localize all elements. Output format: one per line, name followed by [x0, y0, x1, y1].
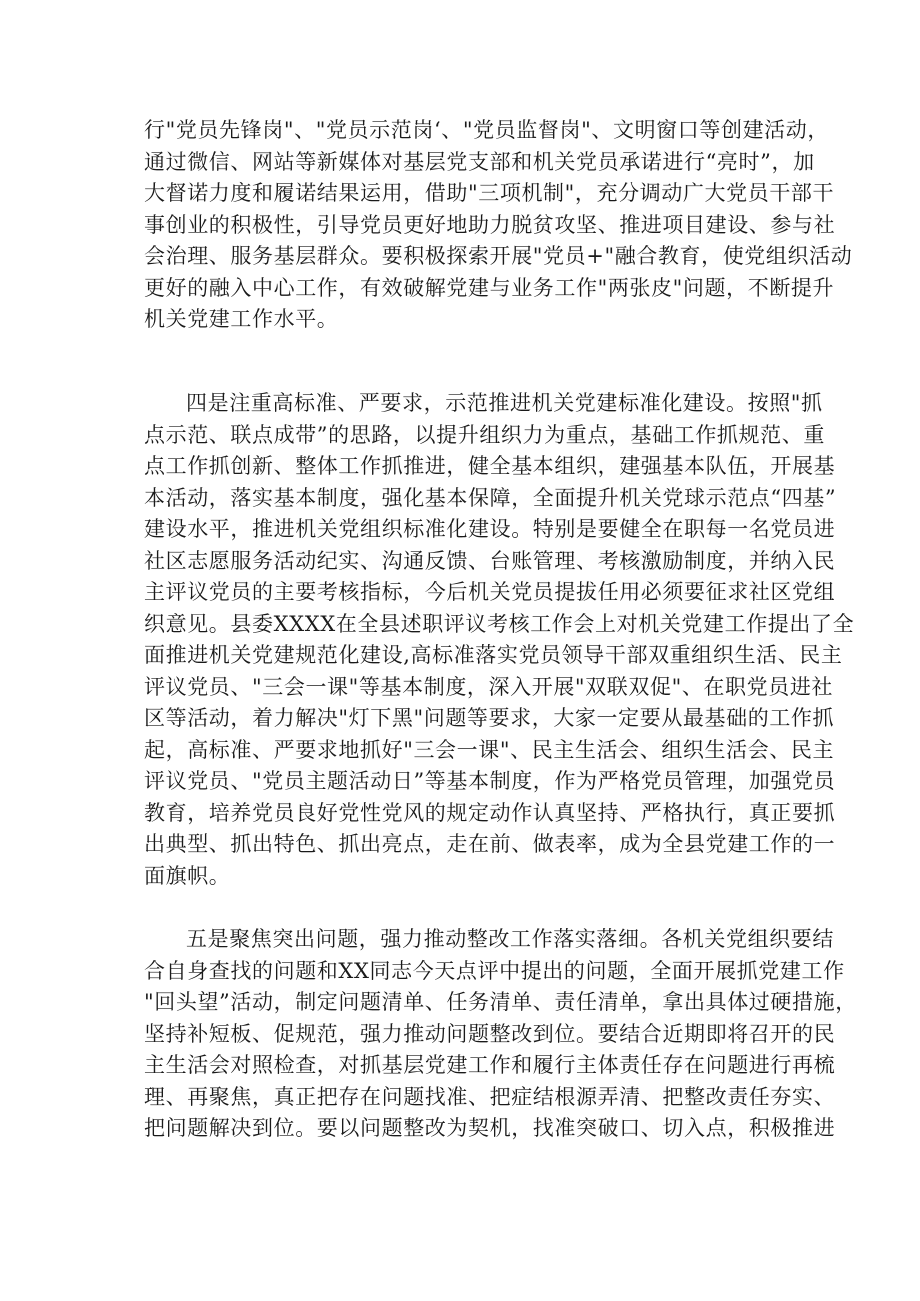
text-line: 五是聚焦突出问题，强力推动整改工作落实落细。各机关党组织要结 [186, 927, 834, 951]
text-line: 区等活动，着力解决"灯下黑"问题等要求，大家一定要从最基础的工作抓 [144, 706, 835, 730]
text-line: 把问题解决到位。要以问题整改为契机，找准突破口、切入点，积极推进 [144, 1116, 836, 1140]
text-line: 织意见。县委XXXX在全县述职评议考核工作会上对机关党建工作提出了全 [144, 611, 855, 636]
text-line: 大督诺力度和履诺结果运用，借助"三项机制"，充分调动广大党员干部干 [144, 181, 835, 205]
text-line: 合自身查找的问题和XX同志今天点评中提出的问题，全面开展抓党建工作 [144, 958, 845, 983]
text-line: 教育，培养党员良好党性党风的规定动作认真坚持、严格执行，真正要抓 [144, 800, 836, 825]
text-line: 出典型、抓出特色、抓出亮点，走在前、做表率，成为全县党建工作的一 [144, 832, 836, 856]
text-line: 点工作抓创新、整体工作抓推进，健全基本组织，建强基本队伍，开展基 [144, 454, 836, 478]
text-line: 四是注重高标准、严要求，示范推进机关党建标准化建设。按照"抓 [186, 391, 823, 415]
paragraph-1 [144, 115, 853, 336]
text-line: 坚持补短板、促规范，强力推动问题整改到位。要结合近期即将召开的民 [144, 1021, 836, 1046]
text-line: 社区志愿服务活动纪实、沟通反馈、台账管理、考核激励制度，并纳入民 [144, 548, 836, 573]
text-line: 理、再聚焦，真正把存在问题找准、把症结根源弄清、把整改责任夯实、 [144, 1084, 836, 1109]
text-line: 评议党员、"三会一课"等基本制度，深入开展"双联双促"、在职党员进社 [144, 674, 834, 699]
text-line: 主评议党员的主要考核指标，今后机关党员提拔任用必须要征求社区党组 [144, 580, 836, 604]
text-line: 更好的融入中心工作，有效破解党建与业务工作"两张皮"问题，不断提升 [144, 275, 835, 300]
text-line: 起，高标准、严要求地抓好"三会一课"、民主生活会、组织生活会、民主 [144, 737, 835, 762]
text-line: 建设水平，推进机关党组织标准化建设。特别是要健全在职每一名党员进 [144, 517, 836, 541]
paragraph-2 [144, 388, 855, 892]
text-line: 行"党员先锋岗"、"党员示范岗‘、"党员监督岗"、文明窗口等创建活动， [144, 118, 829, 142]
text-line: 会治理、服务基层群众。要积极探索开展"党员+"融合教育，使党组织活动 [144, 244, 853, 268]
text-line: 面推进机关党建规范化建设,高标准落实党员领导干部双重组织生活、民主 [144, 643, 843, 667]
text-line: 机关党建工作水平。 [144, 307, 339, 331]
text-line: 事创业的积极性，引导党员更好地助力脱贫攻坚、推进项目建设、参与社 [144, 212, 836, 237]
text-line: 面旗帜。 [144, 863, 231, 888]
text-line: 通过微信、网站等新媒体对基层党支部和机关党员承诺进行“亮时”，加 [144, 149, 815, 174]
text-line: 点示范、联点成带”的思路，以提升组织力为重点，基础工作抓规范、重 [144, 422, 825, 447]
paragraph-3 [144, 924, 857, 1145]
text-line: 评议党员、"党员主题活动日”等基本制度，作为严格党员管理，加强党员 [144, 769, 836, 793]
text-line: "回头望”活动，制定问题清单、任务清单、责任清单，拿出具体过硬措施， [144, 990, 857, 1014]
text-line: 本活动，落实基本制度，强化基本保障，全面提升机关党球示范点“四基” [144, 485, 837, 510]
text-line: 主生活会对照检查，对抓基层党建工作和履行主体责任存在问题进行再梳 [144, 1053, 836, 1077]
